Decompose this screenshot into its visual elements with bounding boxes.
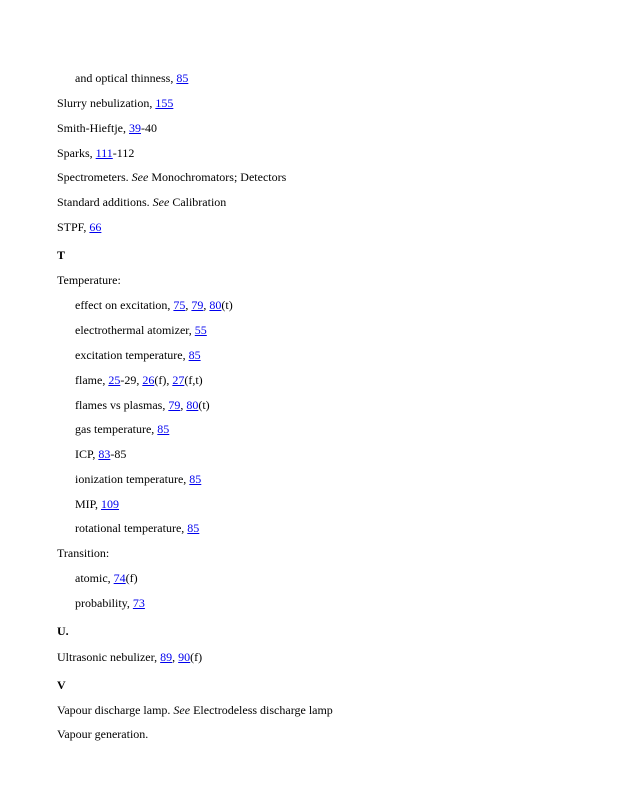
entry-text: ionization temperature, (75, 472, 190, 486)
page-link-79[interactable]: 79 (168, 398, 181, 412)
entry-text: Smith-Hieftje, (57, 121, 129, 135)
page-link-39[interactable]: 39 (129, 121, 141, 135)
index-entry-spectrometers (57, 170, 286, 184)
entry-text: Transition: (57, 546, 110, 560)
page-link-25[interactable]: 25 (108, 373, 121, 387)
index-subentry-icp (75, 447, 126, 461)
index-subentry-mip (75, 497, 119, 511)
entry-text: Vapour discharge lamp. (57, 703, 174, 717)
letter-heading: U. (57, 624, 69, 638)
index-subentry-ionization-temperature (75, 472, 201, 486)
letter-heading: T (57, 248, 66, 262)
entry-text: and optical thinness, (75, 71, 177, 85)
page-link-73[interactable]: 73 (132, 596, 145, 610)
entry-text: (f), (154, 373, 173, 387)
index-entry-temperature (57, 273, 121, 287)
index-subentry-excitation-temperature (75, 348, 201, 362)
entry-text: -29, (120, 373, 143, 387)
entry-text: gas temperature, (75, 422, 158, 436)
entry-text: flame, (75, 373, 109, 387)
section-letter-u (57, 624, 69, 638)
page-link-74[interactable]: 74 (113, 571, 126, 585)
entry-text: excitation temperature, (75, 348, 189, 362)
page-link-155[interactable]: 155 (155, 96, 174, 110)
letter-heading: V (57, 678, 66, 692)
entry-text: Calibration (169, 195, 227, 209)
entry-text: , (203, 298, 210, 312)
entry-text: rotational temperature, (75, 521, 188, 535)
entry-text: (t) (221, 298, 233, 312)
index-subentry-gas-temperature (75, 422, 169, 436)
index-entry-slurry-nebulization (57, 96, 173, 110)
entry-text: Standard additions. (57, 195, 153, 209)
see-reference: See (173, 703, 191, 717)
see-reference: See (131, 170, 149, 184)
entry-text: flames vs plasmas, (75, 398, 169, 412)
entry-text: , (172, 650, 179, 664)
page-link-27[interactable]: 27 (172, 373, 185, 387)
entry-text: Monochromators; Detectors (148, 170, 287, 184)
page-link-80[interactable]: 80 (209, 298, 222, 312)
entry-text: Electrodeless discharge lamp (190, 703, 333, 717)
entry-text: atomic, (75, 571, 114, 585)
page-link-111[interactable]: 111 (95, 146, 113, 160)
see-reference: See (152, 195, 170, 209)
index-subentry-effect-on-excitation (75, 298, 233, 312)
entry-text: , (185, 298, 192, 312)
page-link-66[interactable]: 66 (89, 220, 102, 234)
entry-text: ICP, (75, 447, 99, 461)
index-entry-stpf (57, 220, 101, 234)
entry-text: MIP, (75, 497, 102, 511)
index-entry-optical-thinness (75, 71, 188, 85)
entry-text: effect on excitation, (75, 298, 174, 312)
entry-text: Slurry nebulization, (57, 96, 156, 110)
index-entry-sparks (57, 146, 134, 160)
index-entry-vapour-generation (57, 727, 148, 741)
page-link-83[interactable]: 83 (98, 447, 111, 461)
index-entry-transition (57, 546, 109, 560)
index-entry-ultrasonic-nebulizer (57, 650, 202, 664)
index-entry-smith-hieftje (57, 121, 157, 135)
page-link-75[interactable]: 75 (173, 298, 186, 312)
index-entry-vapour-discharge-lamp (57, 703, 333, 717)
entry-text: , (180, 398, 187, 412)
entry-text: probability, (75, 596, 133, 610)
index-subentry-rotational-temperature (75, 521, 199, 535)
index-subentry-atomic (75, 571, 138, 585)
page-link-109[interactable]: 109 (101, 497, 120, 511)
entry-text: Sparks, (57, 146, 96, 160)
entry-text: electrothermal atomizer, (75, 323, 195, 337)
entry-text: -112 (112, 146, 135, 160)
entry-text: (f,t) (184, 373, 203, 387)
index-entry-standard-additions (57, 195, 226, 209)
page-link-85[interactable]: 85 (189, 472, 202, 486)
page-link-55[interactable]: 55 (194, 323, 207, 337)
entry-text: Spectrometers. (57, 170, 132, 184)
page-link-85[interactable]: 85 (176, 71, 189, 85)
entry-text: (t) (198, 398, 210, 412)
entry-text: Temperature: (57, 273, 121, 287)
section-letter-v (57, 678, 66, 692)
page-link-85[interactable]: 85 (157, 422, 170, 436)
page-link-85[interactable]: 85 (188, 348, 201, 362)
page-link-80[interactable]: 80 (186, 398, 199, 412)
index-subentry-flames-vs-plasmas (75, 398, 210, 412)
entry-text: (f) (125, 571, 138, 585)
entry-text: -40 (141, 121, 157, 135)
index-subentry-flame (75, 373, 203, 387)
entry-text: Vapour generation. (57, 727, 149, 741)
page-link-79[interactable]: 79 (191, 298, 204, 312)
page-link-85[interactable]: 85 (187, 521, 200, 535)
entry-text: STPF, (57, 220, 90, 234)
page-link-89[interactable]: 89 (160, 650, 173, 664)
index-subentry-probability (75, 596, 145, 610)
entry-text: -85 (110, 447, 127, 461)
section-letter-t (57, 248, 65, 262)
page-link-90[interactable]: 90 (178, 650, 191, 664)
page-link-26[interactable]: 26 (142, 373, 155, 387)
entry-text: (f) (190, 650, 203, 664)
entry-text: Ultrasonic nebulizer, (57, 650, 161, 664)
index-subentry-electrothermal-atomizer (75, 323, 207, 337)
